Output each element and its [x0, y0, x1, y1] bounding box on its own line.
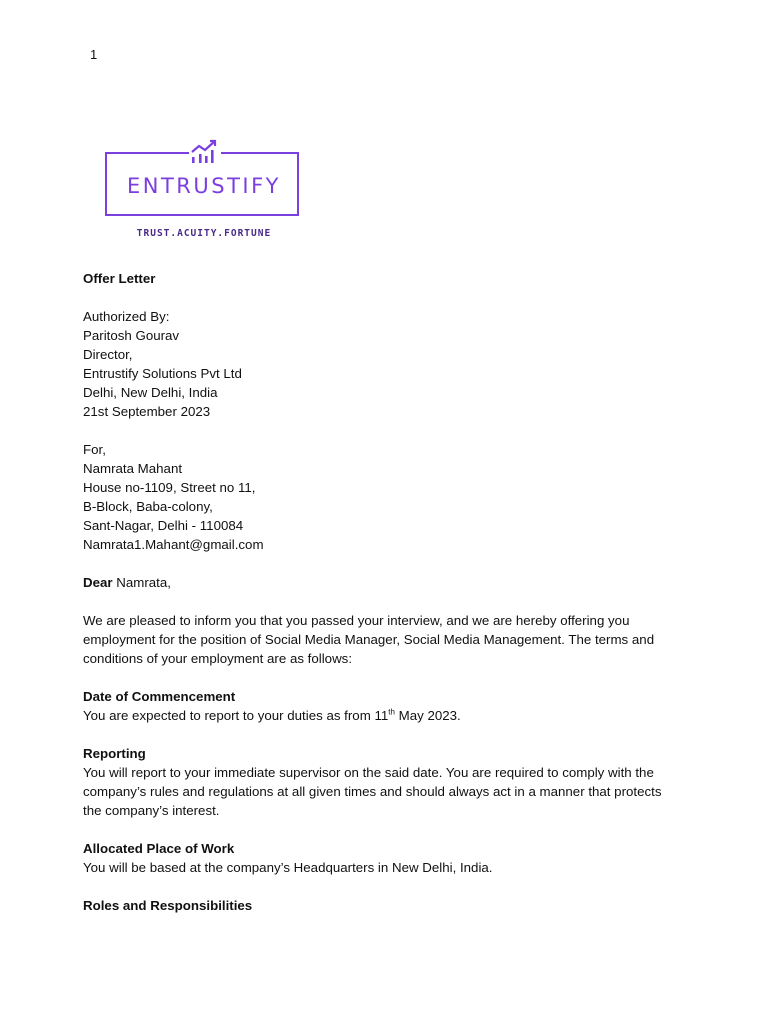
chart-arrow-icon [189, 138, 221, 166]
reporting-text: You will report to your immediate supervisor on the said date. You are required to comply with the company’s rules and regulations at all given times and should always act in a manner that protects the company’s interest. [83, 765, 662, 818]
place-text: You will be based at the company’s Headquarters in New Delhi, India. [83, 860, 493, 875]
intro-paragraph: We are pleased to inform you that you passed your interview, and we are hereby offering you employment for the position of Social Media Manager, Social Media Management. The terms and conditions of your employment are as follows: [83, 613, 655, 666]
sender-location: Delhi, New Delhi, India [83, 385, 218, 400]
commencement-text: You are expected to report to your duties as from 11th May 2023. [83, 707, 461, 723]
recipient-email: Namrata1.Mahant@gmail.com [83, 537, 264, 552]
salutation-word: Dear [83, 575, 113, 590]
company-logo [103, 136, 305, 246]
roles-heading: Roles and Responsibilities [83, 898, 253, 913]
page-number: 1 [90, 47, 98, 62]
letter-date: 21st September 2023 [83, 404, 211, 419]
letter-body [83, 269, 683, 915]
commencement-heading: Date of Commencement [83, 689, 236, 704]
recipient-address-line3: Sant-Nagar, Delhi - 110084 [83, 518, 244, 533]
recipient-heading: For, [83, 442, 106, 457]
logo-wordmark: ENTRUSTIFY [126, 174, 282, 198]
recipient-name: Namrata Mahant [83, 461, 183, 476]
sender-company: Entrustify Solutions Pvt Ltd [83, 366, 242, 381]
logo-tagline: TRUST.ACUITY.FORTUNE [136, 228, 272, 239]
reporting-heading: Reporting [83, 746, 146, 761]
sender-heading: Authorized By: [83, 309, 170, 324]
place-heading: Allocated Place of Work [83, 841, 235, 856]
document-title: Offer Letter [83, 271, 156, 286]
recipient-address-line2: B-Block, Baba-colony, [83, 499, 213, 514]
sender-name: Paritosh Gourav [83, 328, 180, 343]
sender-designation: Director, [83, 347, 133, 362]
recipient-address-line1: House no-1109, Street no 11, [83, 480, 256, 495]
salutation [83, 573, 683, 592]
salutation-name: Namrata, [116, 575, 171, 590]
